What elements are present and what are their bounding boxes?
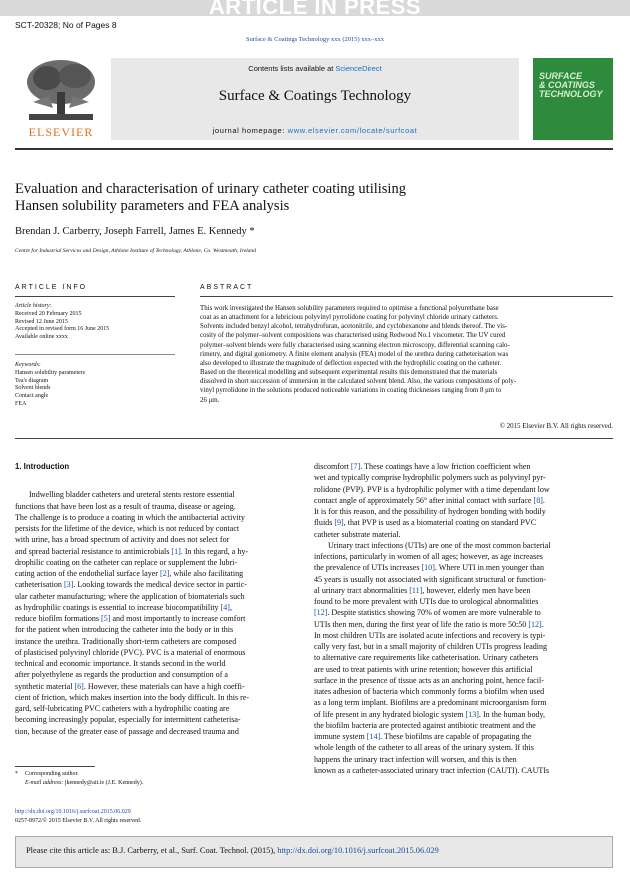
abstract-rule [200,296,613,297]
body-line [15,681,298,692]
body-line [15,512,298,523]
body-text: are used to treat patients with urine retention; however this artificial [314,664,533,674]
body-line [314,596,613,607]
article-info-rule [15,296,175,297]
body-text: of plasticised polyvinyl chloride (PVC). PVC is a material of enormous [15,647,246,657]
abstract-bottom-rule [15,438,613,439]
body-text: . [542,495,545,505]
journal-header [15,58,613,143]
body-line [15,602,298,613]
journal-info-box [111,58,519,140]
body-text: after polyethylene as regards the production and consumption of a [15,670,228,680]
body-text: known as a catheter-associated urinary tract infection (CAUTI). CAUTIs [314,765,550,775]
body-text: rolidone (PVP). PVP is a hydrophilic polymer with a time dependant low [314,484,550,494]
elsevier-wordmark: ELSEVIER [28,125,94,139]
body-line [15,557,298,568]
body-text: catheter substrate material. [314,529,401,539]
body-line [314,686,613,697]
body-text: for the patient when introducing the catheter into the body or in this [15,625,234,635]
body-line [15,546,298,557]
body-text: cating action of the endothelial surface layer [15,569,161,578]
issn-line: 0257-8972/© 2015 Elsevier B.V. All rights reserved. [15,817,142,824]
doi-link[interactable]: http://dx.doi.org/10.1016/j.surfcoat.2015.06.029 [15,809,131,815]
abstract-line: coat as an attachment for a lubricious polyvinyl pyrrolidone coating for polyvinyl chloride urinary catheters. [200,314,499,322]
body-text: synthetic material [15,681,75,691]
body-text: fluids [314,518,335,528]
body-line [15,624,298,635]
body-text: instance the urethra. Traditionally short-term catheters are composed [15,636,237,646]
body-line [15,501,298,512]
citation-prefix: Please cite this article as: B.J. Carberry, et al., Surf. Coat. Technol. (2015), [26,846,278,855]
citation-link[interactable]: [7] [350,462,361,471]
abstract-line: Solvents included benzyl alcohol, tetrahydrofuran, acetonitrile, and cyclohexanone and blends thereof. The vis- [200,323,508,331]
body-text: 45 years is usually not associated with significant structural or function- [314,574,546,584]
abstract-line: cosity of the polymer–solvent compositions was characterised using Redwood No.1 viscometer. The UV cured [200,332,506,340]
body-text: becoming increasingly popular, especially for intermittent catheterisa- [15,715,241,725]
citation-link[interactable]: [3] [63,580,74,590]
citation-link[interactable]: [9] [334,518,344,528]
history-item: Received 20 February 2015 [15,310,82,317]
keywords-label: Keywords: [15,362,41,368]
body-line [15,523,298,534]
body-line [314,574,613,585]
body-line [314,754,613,765]
cover-line: TECHNOLOGY [539,89,603,99]
keyword: Tea's diagram [15,377,49,384]
keyword: FEA [15,400,27,407]
body-line [314,562,613,573]
copyright-notice: © 2015 Elsevier B.V. All rights reserved. [499,423,613,430]
footnote-rule [15,766,95,767]
citation-link[interactable]: [13] [465,709,479,719]
email-label: E-mail address: [25,779,65,786]
body-line [314,720,613,731]
history-item: Accepted in revised form 16 June 2015 [15,326,110,333]
history-item: Available online xxxx [15,334,68,341]
cover-title [539,72,609,99]
body-text: cally very fast, but in a small majority of children UTIs progress leading [314,642,548,651]
body-text: tion, because of the greater ease of passage and decreased trauma and [15,726,239,736]
body-text: . However, these materials can have a high coeffi- [83,681,245,691]
body-line [314,472,613,483]
affiliation: Centre for Industrial Services and Design, Athlone Institute of Technology, Athlone, Co. Westmeath, Ireland [15,248,257,254]
body-line [314,664,613,675]
body-text: itates adhesion of bacteria which commonly forms a biofilm when used [314,687,545,696]
body-line [314,742,613,753]
citation-link[interactable]: [12] [314,608,328,618]
body-text: to alternative care requirements like catheterisation. Urinary catheters [314,653,539,663]
body-line [15,692,298,703]
body-text: It is for this reason, and the possibility of hydrogen bonding with bodily [314,507,546,516]
journal-reference-link[interactable]: Surface & Coatings Technology xxx (2015) xxx–xxx [245,36,385,43]
body-text: with urine, has a broad spectrum of activity and does not select for [15,535,230,545]
body-line [15,726,298,737]
body-line [15,591,298,602]
body-line [314,551,613,562]
body-text: . Looking towards the medical device sector in partic- [73,580,247,590]
body-text: discomfort [314,462,351,471]
body-text: , however, elderly men have been [422,585,531,595]
body-text: , [230,602,233,612]
citation-link[interactable]: [14] [366,732,381,741]
citation-text [26,846,439,855]
citation-link[interactable]: [1] [171,546,181,556]
footnote-marker: * [15,771,18,777]
body-text: technical and economic importance. It stands second in the world [15,659,226,668]
header-divider [15,148,613,150]
citation-link[interactable]: [11] [409,585,423,595]
body-line [314,641,613,652]
body-line [15,636,298,647]
abstract-line: dissolved in short succession of immersion in the calculated solvent blend. Also, the various compositions of poly- [200,378,517,386]
body-text: the biofilm bacteria are protected against antibiotic treatment and the [314,720,536,730]
body-line [314,630,613,641]
homepage-link[interactable]: www.elsevier.com/locate/surfcoat [287,126,418,135]
body-text: reduce biofilm formations [15,614,102,623]
body-line [314,607,613,618]
body-line [15,534,298,545]
body-line [314,585,613,596]
body-text: . These biofilms are capable of propagating the [380,732,532,741]
body-line [314,765,613,776]
body-text: al urinary tract abnormalities [314,585,410,595]
body-line [15,647,298,658]
body-text: infections, particularly in women of all ages; however, as age increases [314,552,543,561]
keywords [15,362,160,409]
body-left-column [15,461,298,737]
body-line [314,619,613,630]
body-line [15,703,298,714]
body-text: UTIs then men, during the first year of life the ratio is more 50:50 [314,619,529,629]
body-text: as a long term implant. Biofilms are a predominant microorganism form [314,698,547,708]
body-text: . Despite statistics showing 70% of women are more vulnerable to [327,608,541,618]
doi-block [15,808,141,825]
body-text: In most children UTIs are isolated acute infections and recovery is typi- [314,630,546,640]
abstract-heading: ABSTRACT [200,284,254,291]
author-list: Brendan J. Carberry, Joseph Farrell, James E. Kennedy * [15,226,255,237]
keyword: Contact angle [15,393,49,400]
body-text: . [541,619,544,629]
abstract-line: This work investigated the Hansen solubility parameters required to optimise a functional polyurethane base [200,305,499,312]
abstract-line: vinyl pyrrolidone in the solutions produced noticeable variations in coating thicknesses ranging from 8 μm to [200,387,502,395]
contents-line [111,64,519,73]
body-line [314,506,613,517]
body-text: . These coatings have a low friction coefficient when [360,462,531,471]
cover-line: & COATINGS [539,80,595,90]
body-text: happens the urinary tract infection will worsen, and this is then [314,754,517,764]
history-label: Article history: [15,303,52,309]
body-text: of life present in any hydrated biologic system [314,709,466,719]
body-text: The challenge is to produce a coating in which the antibacterial activity [15,512,245,522]
body-line [15,489,298,500]
body-text: . Where UTI in men younger than [434,563,544,573]
abstract-text [200,304,613,405]
body-text: the prevalence of UTIs increases [314,563,422,573]
body-line [314,484,613,495]
abstract-line: polymer–solvent blends were fully characterised using scanning electron microscopy, differential scanning calo- [200,341,510,349]
keywords-rule [15,354,175,355]
elsevier-tree-icon [19,58,103,122]
body-line [15,568,298,579]
body-line [314,731,613,742]
sciencedirect-link[interactable]: ScienceDirect [335,64,382,73]
body-line [314,652,613,663]
body-line [314,709,613,720]
homepage-prefix: journal homepage: [212,126,288,135]
body-text: , that PVP is used as a biomaterial coating on standard PVC [343,518,537,528]
body-text: ular catheter manufacturing; where the application of biomaterials such [15,591,245,601]
body-line [15,714,298,725]
body-line [15,669,298,680]
keyword: Solvent blends [15,385,51,392]
body-line [314,461,613,472]
citation-link[interactable]: [4] [220,602,230,612]
citation-link[interactable]: [6] [74,681,84,691]
title-line: Evaluation and characterisation of urinary catheter coating utilising [15,181,406,197]
keyword: Hansen solubility parameters [15,369,85,376]
citation-link[interactable]: [5] [101,614,111,623]
title-line: Hansen solubility parameters and FEA analysis [15,198,290,214]
corresponding-author-note: Corresponding author. [25,771,79,777]
body-text: catheterisation [15,580,64,590]
body-text: and most importantly to increase comfort [110,614,246,623]
footnote [15,770,143,787]
journal-cover-image[interactable] [533,58,613,140]
article-history [15,303,160,342]
body-text: persists for the lifetime of the device, which is not reduced by contact [15,524,240,533]
elsevier-logo[interactable] [15,58,107,140]
body-text: found to be more prevalent with UTIs due to urological abnormalities [314,597,539,606]
author-email-link[interactable]: jkennedy@ait.ie (J.E. Kennedy). [64,779,144,786]
abstract-line: 26 μm. [200,396,220,404]
citation-link[interactable]: [8] [533,495,543,505]
body-text: wet and typically comprise hydrophilic polymers such as polyvinyl pyr- [314,473,546,483]
section-heading: 1. Introduction [15,462,70,471]
body-text: gard, self-lubricating PVC catheters with a hydrophilic coating are [15,704,230,713]
article-title [15,181,613,215]
body-line [314,517,613,528]
body-text: as hydrophilic coatings is essential to increase biocompatibility [15,602,221,612]
body-text: . In this regard, a hy- [180,546,249,556]
contents-prefix: Contents lists available at [248,64,336,73]
body-line [314,529,613,540]
citation-box [15,836,613,868]
body-line [314,540,613,551]
abstract-line: also developed to illustrate the magnitude of deflection expected with the hydrophilic coating on the catheter. [200,359,502,367]
body-line [314,675,613,686]
body-text: functions that have been lost as a result of trauma, disease or ageing. [15,501,236,511]
body-text: and spread bacterial resistance to antimicrobials [15,546,172,556]
article-in-press-text: ARTICLE IN PRESS [208,0,422,19]
body-right-column [314,461,613,776]
body-line [314,697,613,708]
citation-link[interactable]: [12] [528,619,542,629]
journal-title: Surface & Coatings Technology [218,88,412,104]
body-text: whole length of the catheter to all areas of the urinary system. If this [314,743,534,753]
citation-link[interactable]: [10] [421,563,435,573]
abstract-line: Based on the theoretical modelling and subsequent experimental results this demonstrated that the materials [200,369,498,377]
body-text: contact angle of approximately 56° after initial contact with surface [314,495,534,505]
body-text: cient of friction, which makes insertion into the body difficult. In this re- [15,692,250,702]
citation-link[interactable]: [2] [160,569,170,578]
history-item: Revised 12 June 2015 [15,318,68,325]
body-line [15,579,298,590]
citation-doi-link[interactable]: http://dx.doi.org/10.1016/j.surfcoat.2015.06.029 [277,846,439,855]
body-text: Urinary tract infections (UTIs) are one of the most common bacterial [328,540,551,550]
body-text: surface in the presence of tissue acts as an anchoring point, hence facil- [314,675,544,685]
article-info-heading: ARTICLE INFO [15,284,88,291]
body-text: , while also facilitating [169,569,244,578]
abstract-line: rimetry, and digital goniometry. A finite element analysis (FEA) model of the urethra during catheterisation was [200,350,509,358]
body-line [15,613,298,624]
document-id: SCT-20328; No of Pages 8 [15,20,117,30]
cover-line: SURFACE [539,71,583,81]
body-text: drophilic coating on the catheter can replace or supplement the lubri- [15,557,238,567]
journal-homepage [111,126,519,135]
body-text: immune system [314,732,367,741]
body-line [314,495,613,506]
body-line [15,658,298,669]
body-text: . In the human body, [478,709,545,719]
body-text: Indwelling bladder catheters and ureteral stents restore essential [29,490,235,500]
